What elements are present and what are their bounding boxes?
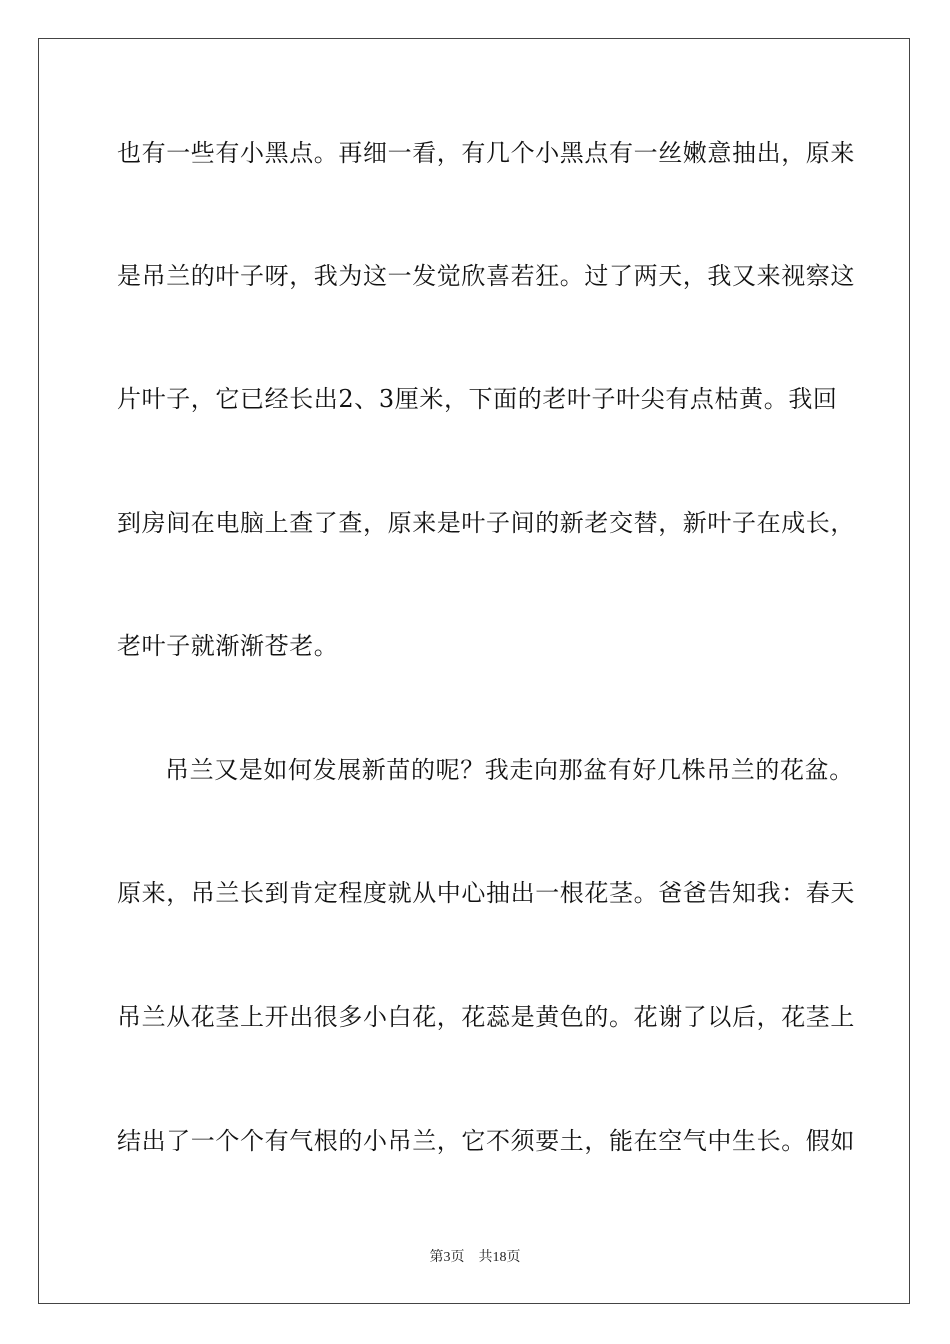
paragraph-1-line-2: 是吊兰的叶子呀，我为这一发觉欣喜若狂。过了两天，我又来视察这 xyxy=(117,262,855,290)
paragraph-2-line-3: 吊兰从花茎上开出很多小白花，花蕊是黄色的。花谢了以后，花茎上 xyxy=(117,1003,855,1031)
paragraph-2-line-2: 原来，吊兰长到肯定程度就从中心抽出一根花茎。爸爸告知我：春天 xyxy=(117,879,855,907)
page-footer xyxy=(0,1249,950,1267)
paragraph-1-line-1: 也有一些有小黑点。再细一看，有几个小黑点有一丝嫩意抽出，原来 xyxy=(117,139,855,167)
paragraph-2-line-4: 结出了一个个有气根的小吊兰，它不须要土，能在空气中生长。假如 xyxy=(117,1127,855,1155)
page-number: 第3页 xyxy=(429,1250,465,1265)
paragraph-1-line-4: 到房间在电脑上查了查，原来是叶子间的新老交替，新叶子在成长， xyxy=(117,509,855,537)
paragraph-1-line-5: 老叶子就渐渐苍老。 xyxy=(117,632,339,660)
page-total: 共18页 xyxy=(478,1250,521,1265)
paragraph-2-line-1: 吊兰又是如何发展新苗的呢？我走向那盆有好几株吊兰的花盆。 xyxy=(165,756,854,784)
page-border xyxy=(38,38,910,1304)
paragraph-1-line-3: 片叶子，它已经长出2、3厘米，下面的老叶子叶尖有点枯黄。我回 xyxy=(117,385,838,413)
